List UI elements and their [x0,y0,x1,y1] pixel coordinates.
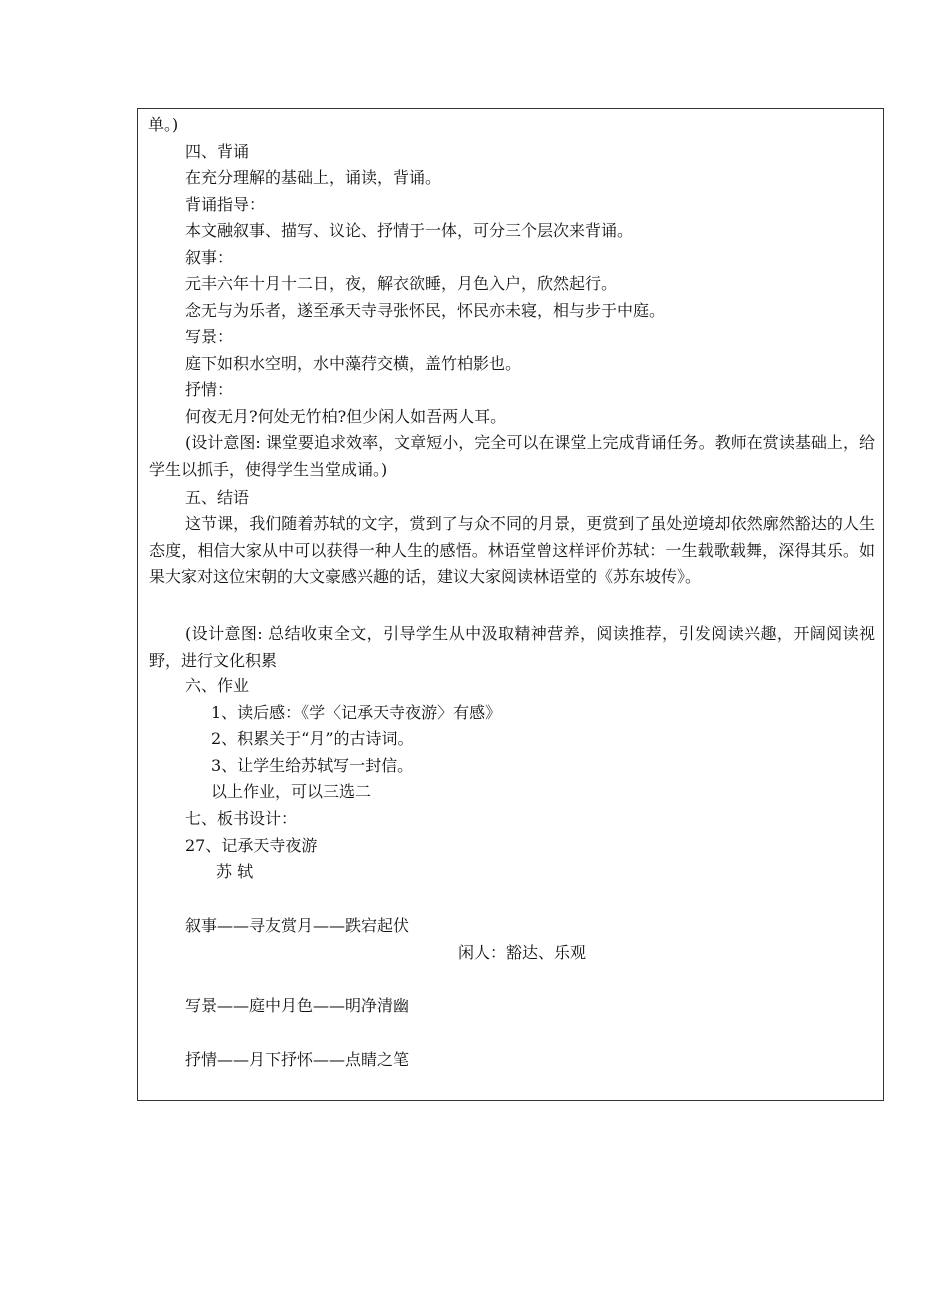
text-line: 单。) [148,115,179,134]
text-line: 背诵指导： [185,195,266,214]
section-heading-homework: 六、作业 [185,676,250,695]
text-line: 庭下如积水空明，水中藻荇交横，盖竹柏影也。 [185,354,522,373]
section-heading-board-design: 七、板书设计： [185,809,298,828]
text-line: 本文融叙事、描写、议论、抒情于一体，可分三个层次来背诵。 [185,221,634,240]
text-line: 何夜无月?何处无竹柏?但少闲人如吾两人耳。 [185,407,507,426]
text-line: 念无与为乐者，遂至承天寺寻张怀民，怀民亦未寝，相与步于中庭。 [185,301,666,320]
text-line: 抒情： [185,380,234,399]
design-intent-paragraph: (设计意图: 总结收束全文，引导学生从中汲取精神营养，阅读推荐，引发阅读兴趣，开阔阅读视野，进行文化积累 [149,624,875,670]
text-line: 在充分理解的基础上，诵读，背诵。 [185,168,442,187]
homework-note: 以上作业，可以三选二 [211,782,372,801]
text-line: 元丰六年十月十二日，夜，解衣欲睡，月色入户，欣然起行。 [185,274,618,293]
text-line: 写景： [185,327,234,346]
board-title: 27、记承天寺夜游 [185,836,318,855]
section-heading-recite: 四、背诵 [185,142,250,161]
board-line-theme: 闲人：豁达、乐观 [458,943,587,962]
board-line-narration: 叙事——寻友赏月——跌宕起伏 [185,916,410,935]
lesson-plan-table-cell [137,108,884,1101]
conclusion-paragraph: 这节课，我们随着苏轼的文字，赏到了与众不同的月景，更赏到了虽处逆境却依然廓然豁达的人生态度，相信大家从中可以获得一种人生的感悟。林语堂曾这样评价苏轼：一生载歌载舞，深得其乐。如果大家对这位宋朝的大文豪感兴趣的话，建议大家阅读林语堂的《苏东坡传》。 [149,514,875,586]
board-line-emotion: 抒情——月下抒怀——点睛之笔 [185,1050,410,1069]
homework-item: 1、读后感：《学〈记承天寺夜游〉有感》 [211,703,502,722]
homework-item: 2、积累关于“月”的古诗词。 [211,729,414,748]
homework-item: 3、让学生给苏轼写一封信。 [211,756,414,775]
design-intent-paragraph: (设计意图: 课堂要追求效率，文章短小，完全可以在课堂上完成背诵任务。教师在赏读基础上，给学生以抓手，使得学生当堂成诵。) [149,433,875,479]
board-author: 苏 轼 [216,862,254,881]
section-heading-conclusion: 五、结语 [185,488,250,507]
text-line: 叙事： [185,248,234,267]
board-line-scenery: 写景——庭中月色——明净清幽 [185,996,410,1015]
